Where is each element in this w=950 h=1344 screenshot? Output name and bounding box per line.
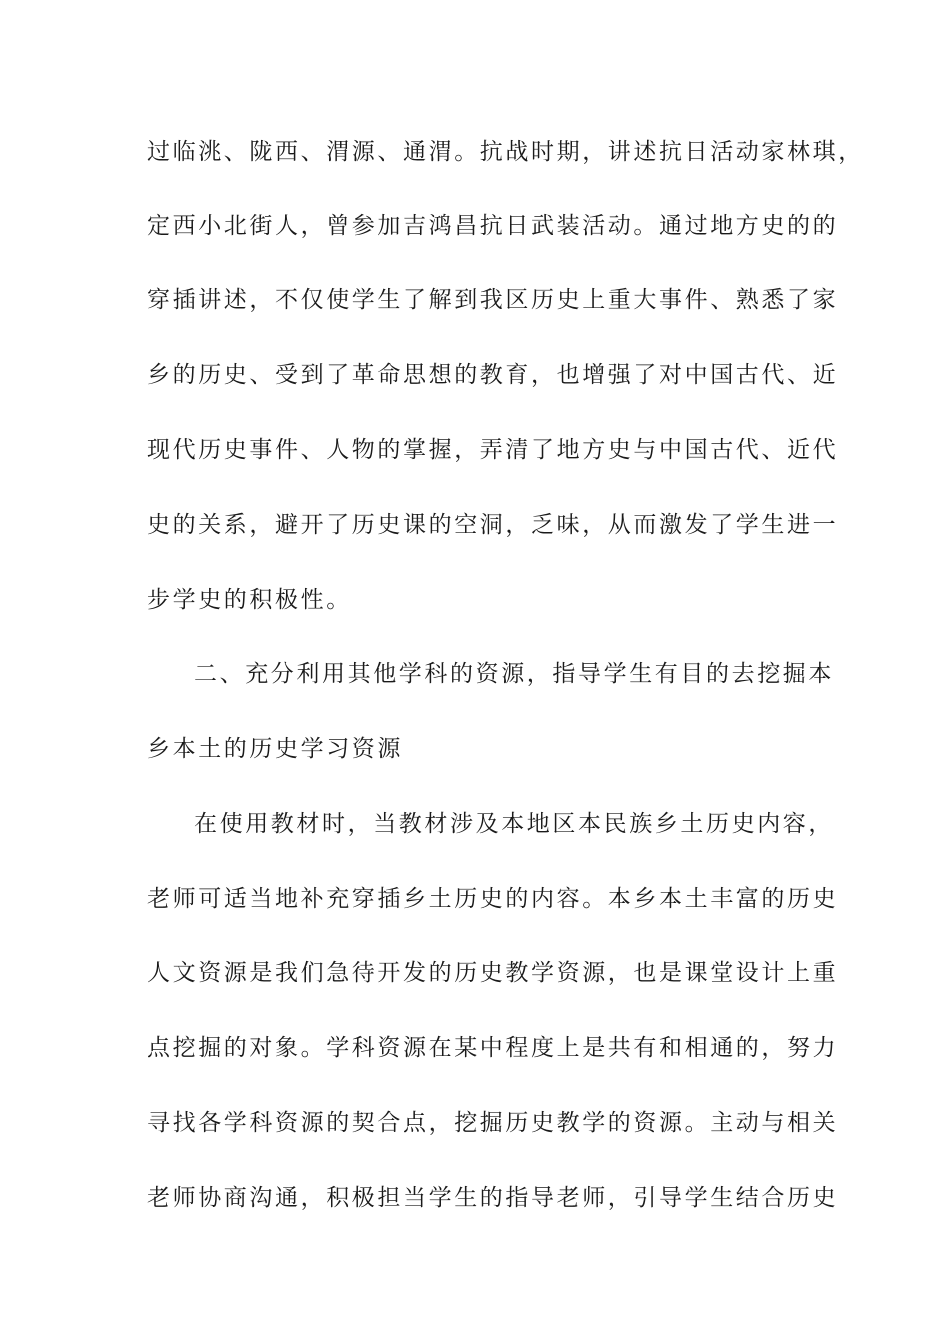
paragraph-line: 人文资源是我们急待开发的历史教学资源，也是课堂设计上重 — [147, 960, 839, 986]
paragraph-line: 老师协商沟通，积极担当学生的指导老师，引导学生结合历史 — [147, 1185, 839, 1211]
paragraph-line: 过临洮、陇西、渭源、通渭。抗战时期，讲述抗日活动家林琪， — [147, 139, 864, 165]
paragraph-line: 定西小北街人，曾参加吉鸿昌抗日武装活动。通过地方史的的 — [147, 213, 839, 239]
paragraph-line: 乡的历史、受到了革命思想的教育，也增强了对中国古代、近 — [147, 362, 839, 388]
paragraph-line: 穿插讲述，不仅使学生了解到我区历史上重大事件、熟悉了家 — [147, 287, 839, 313]
section-heading-line: 二、充分利用其他学科的资源，指导学生有目的去挖掘本 — [194, 661, 834, 687]
paragraph-line: 寻找各学科资源的契合点，挖掘历史教学的资源。主动与相关 — [147, 1110, 839, 1136]
paragraph-line: 现代历史事件、人物的掌握，弄清了地方史与中国古代、近代 — [147, 437, 839, 463]
paragraph-line: 点挖掘的对象。学科资源在某中程度上是共有和相通的，努力 — [147, 1035, 839, 1061]
section-heading-line: 乡本土的历史学习资源 — [147, 736, 403, 762]
paragraph-line: 老师可适当地补充穿插乡土历史的内容。本乡本土丰富的历史 — [147, 886, 839, 912]
paragraph-line: 在使用教材时，当教材涉及本地区本民族乡土历史内容， — [194, 811, 834, 837]
paragraph-line: 步学史的积极性。 — [147, 587, 352, 613]
paragraph-line: 史的关系，避开了历史课的空洞，乏味，从而激发了学生进一 — [147, 512, 839, 538]
